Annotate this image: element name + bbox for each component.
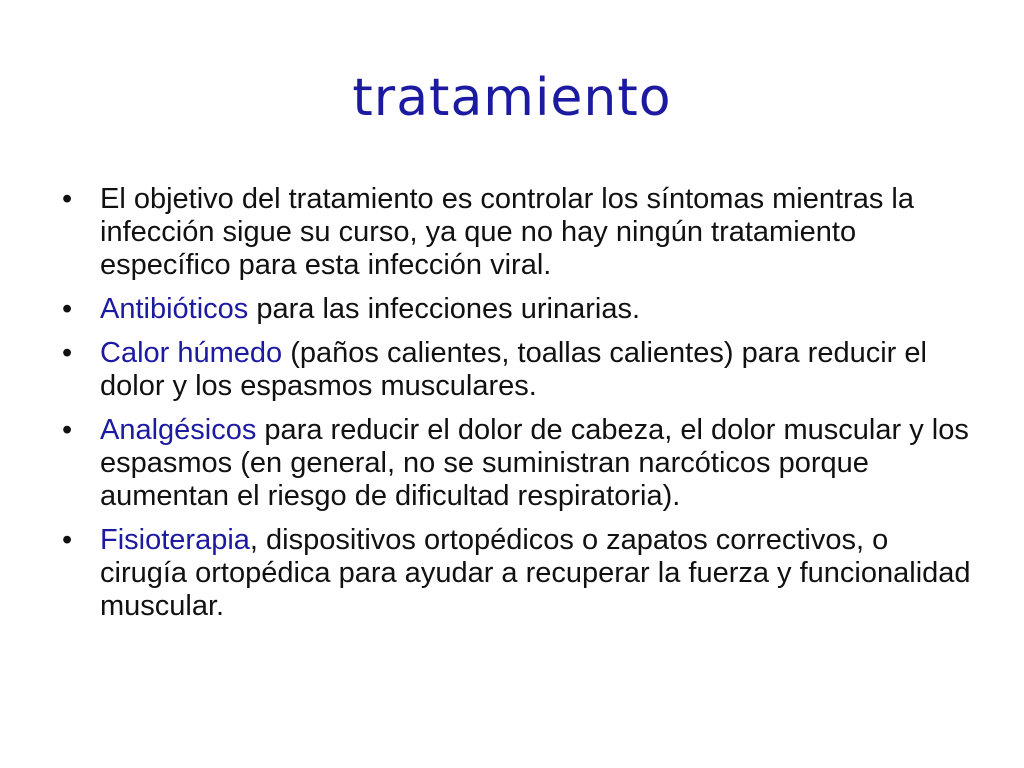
- bullet-icon: •: [62, 293, 73, 325]
- slide-title: tratamiento: [352, 68, 672, 128]
- bullet-highlight: Fisioterapia: [100, 524, 250, 556]
- bullet-icon: •: [62, 337, 73, 369]
- bullet-item-fisioterapia: [62, 524, 982, 623]
- bullet-item-antibioticos: [62, 293, 982, 326]
- bullet-text: para las infecciones urinarias.: [248, 293, 641, 325]
- bullet-icon: •: [62, 524, 73, 556]
- bullet-item-calor-humedo: [62, 337, 982, 403]
- bullet-text: (paños calientes, toallas calientes) para reducir el dolor y los espasmos musculares.: [100, 337, 927, 402]
- bullet-highlight: Antibióticos: [100, 293, 249, 325]
- bullet-highlight: Calor húmedo: [100, 337, 283, 369]
- bullet-text: El objetivo del tratamiento es controlar los síntomas mientras la infección sigue su curso, ya que no hay ningún tratamiento específico para esta infección viral.: [100, 183, 914, 281]
- bullet-text: , dispositivos ortopédicos o zapatos correctivos, o cirugía ortopédica para ayudar a recuperar la fuerza y funcionalidad muscular.: [100, 524, 971, 622]
- bullet-highlight: Analgésicos: [100, 414, 257, 446]
- bullet-icon: •: [62, 183, 73, 215]
- bullet-text: para reducir el dolor de cabeza, el dolor muscular y los espasmos (en general, no se suministran narcóticos porque aumentan el riesgo de dificultad respiratoria).: [100, 414, 969, 512]
- bullet-item-analgesicos: [62, 414, 982, 513]
- bullet-list: [62, 183, 982, 634]
- bullet-icon: •: [62, 414, 73, 446]
- bullet-item-objetivo: [62, 183, 982, 282]
